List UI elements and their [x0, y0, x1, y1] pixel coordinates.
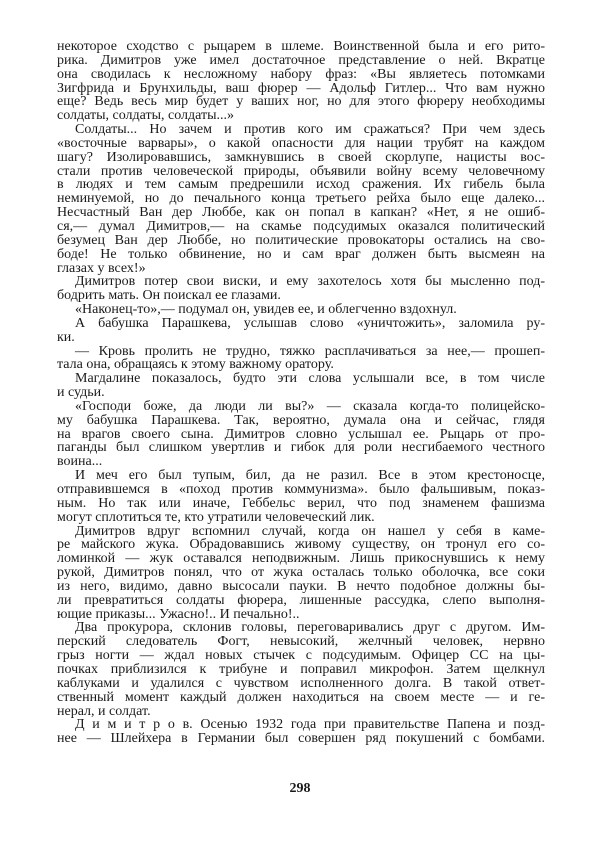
text-line: ли превратиться солдаты фюрера, лишенные рассудка, слепо выполня- [57, 592, 545, 608]
text-line: Солдаты... Но зачем и против кого им сражаться? При чем здесь [75, 122, 545, 138]
text-line: бодрить мать. Он поискал ее глазами. [57, 288, 281, 304]
text-line: Зигфрида и Брунхильды, ваш фюрер — Адольф Гитлер... Что вам нужно [57, 80, 545, 96]
text-line: ре майского жука. Обрадовавшись живому существу, он тронул его со- [57, 537, 545, 553]
text-line: тала она, обращаясь к этому важному оратору. [57, 357, 334, 373]
text-line: из него, видимо, давно высосали пауки. В нечто подобное должны бы- [57, 578, 545, 594]
text-line: нерал, и солдат. [57, 703, 151, 719]
paragraph [57, 275, 545, 303]
text-line: Димитров вдруг вспомнил случай, когда он нашел у себя в каме- [75, 523, 545, 539]
text-line: на врагов своего сына. Димитров словно услышал ее. Рыцарь от про- [57, 426, 545, 442]
text-line: Димитров потер свои виски, и ему захотелось хотя бы мысленно под- [75, 274, 545, 290]
paragraph [57, 621, 545, 718]
text-line: Несчастный Ван дер Люббе, как он попал в капкан? «Нет, я не ошиб- [57, 205, 545, 221]
text-line: «восточные варвары», о какой опасности для нации трубят на каждом [57, 135, 545, 151]
text-line: ным. Но так или иначе, Геббельс верил, что под знаменем фашизма [57, 495, 545, 511]
text-line: ся,— думал Димитров,— на скамье подсудимых оказался политический [57, 218, 545, 234]
text-line: — Кровь пролить не трудно, тяжко расплачиваться за нее,— прошеп- [75, 343, 545, 359]
paragraph [57, 718, 545, 746]
text-line: «Господи боже, да люди ли вы?» — сказала когда-то полицейско- [75, 398, 545, 414]
text-line: стали против человеческой природы, объявили войну всему человечному [57, 163, 545, 179]
paragraph [57, 469, 545, 524]
text-line: воина... [57, 454, 103, 470]
text-line: рукой, Димитров понял, что от жука осталась только оболочка, все соки [57, 565, 545, 581]
text-line: и судьи. [57, 385, 105, 401]
text-line: Магдалине показалось, будто эти слова услышали все, в том числе [75, 371, 545, 387]
text-line: неминуемой, но до печального конца третьего рейха было еще далеко... [57, 191, 545, 207]
paragraph [57, 400, 545, 469]
text-line: еще? Ведь весь мир будет у ваших ног, но для этого фюреру необходимы [57, 94, 545, 110]
text-line: му бабушка Парашкева. Так, вероятно, думала она и сейчас, глядя [57, 412, 545, 428]
text-line: Два прокурора, склонив головы, переговаривались друг с другом. Им- [75, 620, 545, 636]
page-number: 298 [289, 781, 311, 796]
text-line: перский следователь Фогт, невысокий, желчный человек, нервно [57, 634, 545, 650]
paragraph [57, 345, 545, 373]
text-line: грыз ногти — ждал новых стычек с подсудимым. Офицер СС на цы- [57, 648, 545, 664]
paragraph [57, 525, 545, 622]
text-line: «Наконец-то»,— подумал он, увидев ее, и облегченно вздохнул. [75, 302, 457, 318]
text-line: нее — Шлейхера в Германии был совершен ряд покушений с бомбами. [57, 731, 545, 747]
text-line: рика. Димитров уже имел достаточное представление о ней. Вкратце [57, 52, 545, 68]
text-line: отправившемся в «поход против коммунизма». было фальшивым, показ- [57, 482, 545, 497]
text-line: шагу? Изолировавшись, замкнувшись в своей скорлупе, нацисты вос- [57, 149, 545, 165]
paragraph [57, 40, 545, 123]
text-line: Д и м и т р о в. Осенью 1932 года при правительстве Папена и позд- [75, 717, 545, 733]
paragraph [57, 303, 545, 317]
text-line: каблуками и удалился с чувством исполненного долга. В такой ответ- [57, 675, 545, 691]
text-line: безумец Ван дер Люббе, но политические провокаторы остались на сво- [57, 232, 545, 248]
paragraph [57, 317, 545, 345]
text-line: ственный момент каждый должен находиться на своем месте — и ге- [57, 689, 545, 705]
text-line: она сводилась к несложному набору фраз: «Вы являетесь потомками [57, 66, 545, 82]
text-line: ющие приказы... Ужасно!.. И печально!.. [57, 606, 300, 622]
text-line: почках приблизился к трибуне и поправил микрофон. Затем щелкнул [57, 661, 545, 677]
page-body [57, 40, 545, 746]
text-line: паганды был слишком увертлив и гибок для роли несгибаемого честного [57, 440, 545, 456]
text-line: некоторое сходство с рыцарем в шлеме. Воинственной была и его рито- [57, 39, 545, 54]
text-line: глазах у всех!» [57, 260, 146, 276]
text-line: И меч его был тупым, бил, да не разил. Все в этом крестоносце, [75, 468, 545, 484]
text-line: солдаты, солдаты, солдаты...» [57, 108, 235, 124]
text-line: ки. [57, 329, 75, 345]
text-line: боде! Не только обвинение, но и сам враг должен быть высмеян на [57, 246, 545, 262]
paragraph [57, 372, 545, 400]
text-line: ломинкой — жук оставался неподвижным. Лишь прикоснувшись к нему [57, 551, 545, 567]
text-line: могут сплотиться те, кто утратили человеческий лик. [57, 509, 375, 525]
text-line: А бабушка Парашкева, услышав слово «уничтожить», заломила ру- [75, 315, 545, 331]
text-line: в людях и тем самым предрешили исход сражения. Их гибель была [57, 177, 545, 193]
paragraph [57, 123, 545, 275]
